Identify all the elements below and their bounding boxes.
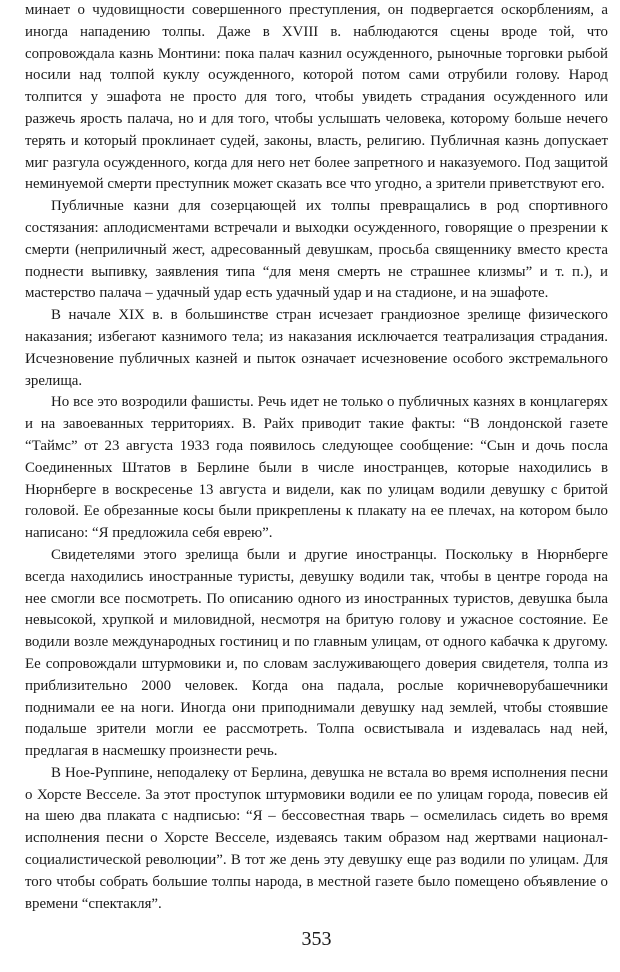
page-number: 353 (301, 928, 332, 950)
book-page (25, 0, 608, 972)
paragraph-1: минает о чудовищности совершенного преступления, он подвергается оскорблениям, а иногда нападению толпы. Даже в XVIII в. наблюдаются сцены вроде той, что сопровождала казнь Монтини: пока палач казнил осужденного, рыночные торговки рыбой носили над толпой куклу осужденного, которой потом сами отрубили голову. Народ толпится у эшафота не просто для того, чтобы увидеть страдания осужденного или разжечь ярость палача, но и для того, чтобы услышать человека, которому больше нечего терять и который проклинает судей, законы, власть, религию. Публичная казнь допускает миг разгула осужденного, когда для него нет более запретного и наказуемого. Под защитой неминуемой смерти преступник может сказать все что угодно, а зрители приветствуют его. (25, 2, 608, 193)
paragraph-4: Но все это возродили фашисты. Речь идет не только о публичных казнях в концлагерях и на завоеванных территориях. В. Райх приводит такие факты: “В лондонской газете “Таймс” от 23 августа 1933 года появилось следующее сообщение: “Сын и дочь посла Соединенных Штатов в Берлине были в числе иностранцев, которые находились в Нюрнберге в воскресенье 13 августа и видели, как по улицам водили девушку с бритой головой. Ее обрезанные косы были прикреплены к плакату на ее плечах, на котором было написано: “Я предложила себя еврею”. (25, 394, 608, 542)
text-column (25, 0, 608, 915)
paragraph-6: В Ное-Руппине, неподалеку от Берлина, девушка не встала во время исполнения песни о Хорсте Весселе. За этот проступок штурмовики водили ее по улицам города, повесив ей на шею два плаката с надписью: “Я – бессовестная тварь – осмелилась сидеть во время исполнения песни о Хорсте Весселе, издеваясь таким образом над жертвами национал-социалистической революции”. В тот же день эту девушку еще раз водили по улицам. Для того чтобы собрать большие толпы народа, в местной газете было помещено объявление о времени “спектакля”. (25, 764, 608, 912)
paragraph-5: Свидетелями этого зрелища были и другие иностранцы. Поскольку в Нюрнберге всегда находились иностранные туристы, девушку водили так, чтобы в центре города на нее смогли все посмотреть. По описанию одного из иностранных туристов, девушка была невысокой, хрупкой и миловидной, несмотря на бритую голову и ужасное состояние. Ее водили возле международных гостиниц и по главным улицам, от одного кабачка к другому. Ее сопровождали штурмовики и, по словам заслуживающего доверия свидетеля, толпа из приблизительно 2000 человек. Когда она падала, рослые коричневорубашечники поднимали ее на ноги. Иногда они приподнимали девушку над землей, чтобы стоявшие подальше зрители могли ее рассмотреть. Толпа освистывала и издевалась над ней, предлагая в насмешку произнести речь. (25, 546, 608, 760)
paragraph-3: В начале XIX в. в большинстве стран исчезает грандиозное зрелище физического наказания; избегают казнимого тела; из наказания исключается театрализация страдания. Исчезновение публичных казней и пыток означает исчезновение особого экстремального зрелища. (25, 307, 608, 389)
paragraph-2: Публичные казни для созерцающей их толпы превращались в род спортивного состязания: аплодисментами встречали и выходки осужденного, говорящие о презрении к смерти (неприличный жест, адресованный девушкам, просьба священнику вместо креста поднести выпивку, заявления типа “для меня смерть не страшнее клизмы” и т. п.), и мастерство палача – удачный удар есть удачный удар и на стадионе, и на эшафоте. (25, 198, 608, 302)
